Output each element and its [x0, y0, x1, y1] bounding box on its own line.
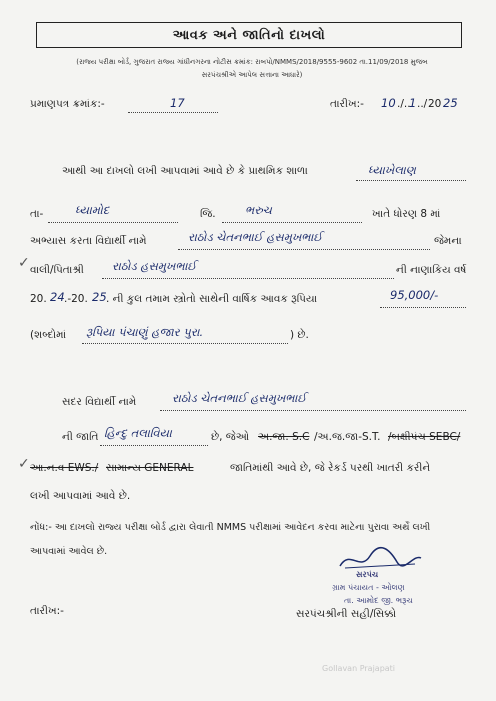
certificate-no-dots — [128, 112, 218, 113]
income-words: રૂપિયા પંચાણું હજાર પુરા. — [86, 325, 204, 339]
district-value: ભરુચ — [245, 203, 272, 217]
date-year-suffix: 25 — [443, 96, 458, 110]
taluka-label: તા- — [30, 208, 44, 220]
body-line-5: . ની કુલ તમામ સ્ત્રોતો સાથેની વાર્ષિક આવક રૂપિયા — [106, 293, 318, 305]
words-label: (શબ્દોમાં — [30, 329, 67, 341]
stamp-title: સરપંચ — [356, 570, 379, 579]
income-value: 95,000/- — [390, 288, 439, 302]
note-text: આ દાખલો રાજ્ય પરીક્ષા બોર્ડ દ્વારા લેવાતી NMMS પરીક્ષામાં આવેદન કરવા માટેના પુરાવા અર્થે લખી — [54, 522, 431, 533]
caste-student-name: રાઠોડ ચેતનભાઈ હસમુખભાઈ — [172, 391, 307, 405]
student-name: રાઠોડ ચેતનભાઈ હસમુખભાઈ — [188, 230, 323, 244]
school-name: ધ્યાખેલાણ — [368, 163, 416, 177]
stamp-line-2: ગ્રામ પંચાયત - ઓલણ — [332, 583, 405, 592]
caste-line-3-tail: જાતિમાંથી આવે છે, જે રેકર્ડ પરથી ખાતરી કરીને — [230, 462, 431, 474]
caste-value: હિન્દુ તલાવિયા — [104, 426, 172, 440]
page-title: આવક અને જાતિનો દાખલો — [36, 22, 462, 48]
signature — [335, 544, 425, 574]
body-line-4-tail: ની નાણાકિય વર્ષ — [396, 264, 467, 276]
option-ews: આ.ન.વ EWS./ — [30, 462, 99, 474]
caste-line-2-mid: છે, જેઓ — [211, 431, 250, 443]
footer-date-label: તારીખ:- — [30, 605, 64, 617]
fy-prefix: 20. — [30, 293, 47, 305]
body-line-1: આથી આ દાખલો લખી આપવામાં આવે છે કે પ્રાથમિક શાળા — [62, 165, 308, 177]
reference-line-2: સરપંચશ્રીએ આપેલ સત્તાના આધારે) — [201, 71, 303, 79]
certificate-no-value: 17 — [170, 96, 185, 110]
district-label: જિ. — [200, 208, 216, 220]
note-text-2: આપવામાં આવેલ છે. — [30, 546, 108, 557]
guardian-name: રાઠોડ હસમુખભાઈ — [112, 259, 197, 273]
caste-line-4: લખી આપવામાં આવે છે. — [30, 490, 131, 502]
fy-mid: .-20. — [64, 293, 88, 305]
reference-note — [32, 56, 472, 82]
option-sebc: /બક્ષીપંચ SEBC/ — [388, 431, 461, 443]
option-st: /અ.જ.જા-S.T. — [314, 431, 381, 443]
caste-line-2-start: ની જાતિ — [62, 431, 99, 443]
date-day: 10 — [381, 96, 396, 110]
guardian-label: વાલી/પિતાશ્રી — [30, 264, 84, 276]
fy-start: 24 — [50, 290, 65, 304]
date-year-prefix: 20 — [428, 98, 442, 110]
option-general: સામાન્ય GENERAL — [106, 462, 194, 474]
reference-line-1: (રાજ્ય પરીક્ષા બોર્ડ, ગુજરાત રાજ્ય ગાંધીનગરના નોટીસ ક્રમાંક: રાબપો/NMMS/2018/9555-9602 તા.11/09/2018 મુજબ — [76, 58, 428, 66]
date-month: 1 — [409, 96, 417, 110]
watermark: Gollavan Prajapati — [322, 664, 396, 673]
certificate-no-label: પ્રમાણપત્ર ક્રમાંક:- — [30, 98, 105, 110]
body-line-3-tail: જેમના — [434, 235, 462, 247]
taluka-value: ધ્યામોદ — [75, 203, 110, 217]
body-line-3: અભ્યાસ કરતા વિદ્યાર્થી નામે — [30, 235, 147, 247]
note-label: નોંધ:- — [30, 522, 52, 533]
caste-line-1: સદર વિદ્યાર્થી નામે — [62, 396, 137, 408]
body-line-2-tail: ખાતે ધોરણ 8 માં — [372, 208, 441, 220]
date-label: તારીખ:- — [330, 98, 364, 110]
option-sc: અ.જા. S.C — [258, 431, 310, 443]
certificate-page: આવક અને જાતિનો દાખલો (રાજ્ય પરીક્ષા બોર્ડ, ગુજરાત રાજ્ય ગાંધીનગરના નોટીસ ક્રમાંક: રાબપો/NMMS/2018/9555-9602 તા.11/09/2018 મુજબ સરપંચશ્રીએ આપેલ સત્તાના આધારે) પ્રમાણપત્ર ક્રમાંક:- 17 તારીખ:- 10 ./.. 1 ../ 20 25 આથી આ દાખલો લખી આપવામાં આવે છે કે પ્રાથમિક શાળા ધ્યાખેલાણ તા- ધ્યામોદ જિ. ભરુચ ખાતે ધોરણ 8 માં અભ્યાસ કરતા વિદ્યાર્થી નામે રાઠોડ ચેતનભાઈ હસમુખભાઈ જેમના ✓ વાલી/પિતાશ્રી રાઠોડ હસમુખભાઈ ની નાણાકિય વર્ષ 20. 24 .-20. 25 . ની કુલ તમામ સ્ત્રોતો સાથેની વાર્ષિક આવક રૂપિયા 95,000/- (શબ્દોમાં રૂપિયા પંચાણું હજાર પુરા. ) છે. સદર વિદ્યાર્થી નામે રાઠોડ ચેતનભાઈ હસમુખભાઈ ની જાતિ હિન્દુ તલાવિયા છે, જેઓ અ.જા. S.C /અ.જ.જા-S.T. /બક્ષીપંચ SEBC/ ✓ આ.ન.વ EWS./ સામાન્ય GENERAL જાતિમાંથી આવે છે, જે રેકર્ડ પરથી ખાતરી કરીને લખી આપવામાં આવે છે. નોંધ:- આ દાખલો રાજ્ય પરીક્ષા બોર્ડ દ્વારા લેવાતી NMMS પરીક્ષામાં આવેદન કરવા માટેના પુરાવા અર્થે લખી આપવામાં આવેલ છે. સરપંચ ગ્રામ પંચાયત - ઓલણ તા. આમોદ જી. ભરૂચ તારીખ:- સરપંચશ્રીની સહી/સિક્કો Gollavan Prajapati — [0, 0, 496, 701]
fy-end: 25 — [92, 290, 107, 304]
signature-label: સરપંચશ્રીની સહી/સિક્કો — [296, 608, 397, 620]
words-tail: ) છે. — [290, 329, 309, 341]
stamp-line-3: તા. આમોદ જી. ભરૂચ — [344, 596, 413, 605]
